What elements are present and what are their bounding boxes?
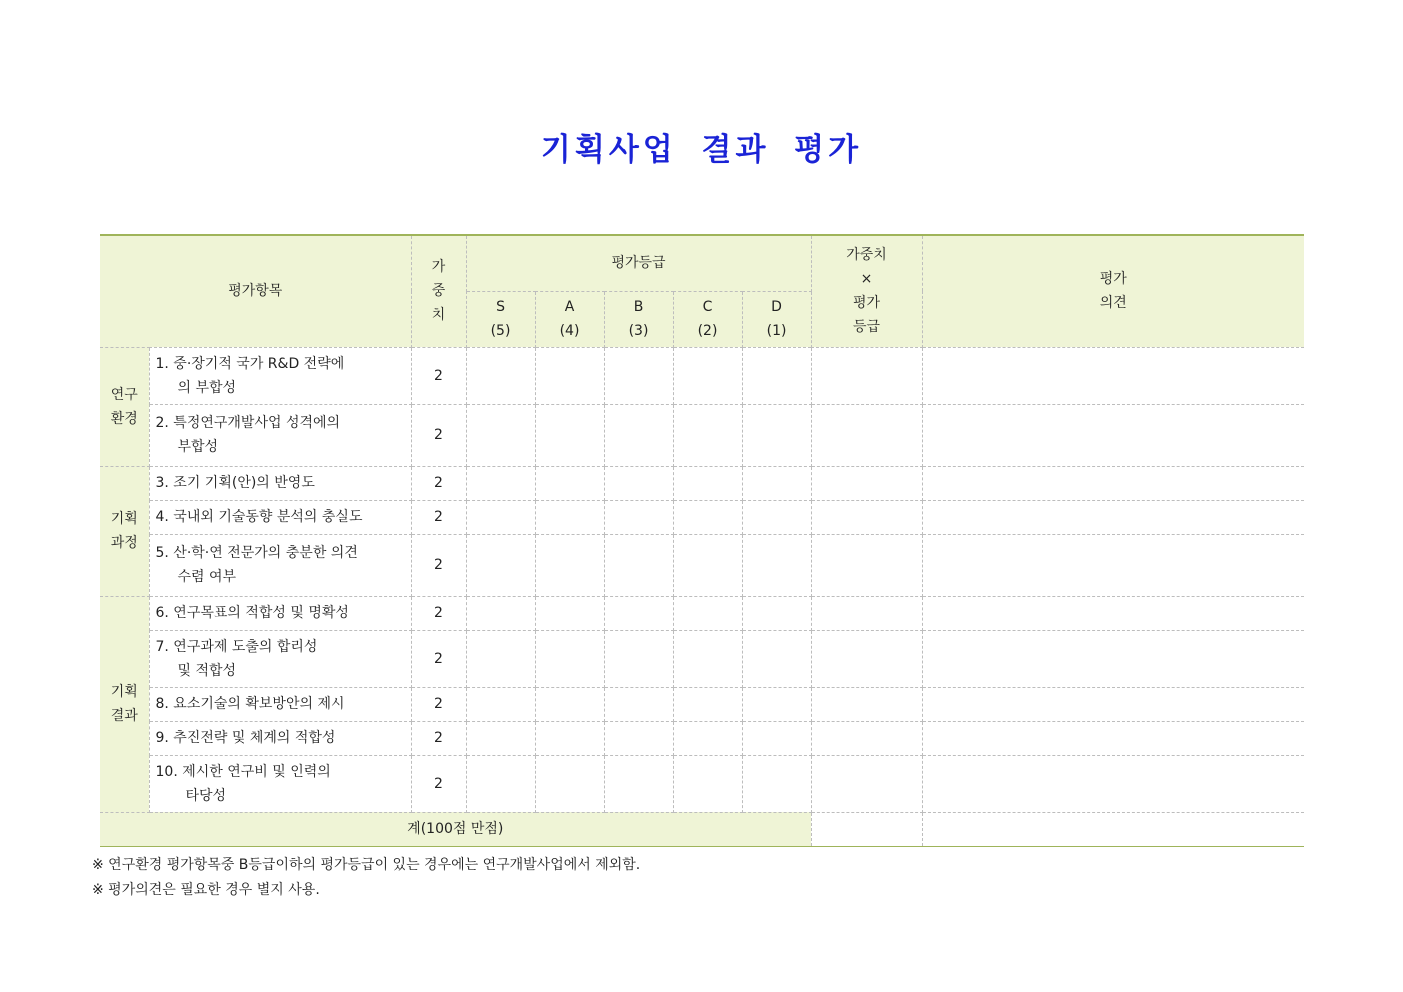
item-weight: 2: [411, 687, 466, 721]
item-text: 2. 특정연구개발사업 성격에의: [155, 415, 341, 431]
category-line: 과정: [110, 535, 138, 551]
grade-cell-c[interactable]: [673, 347, 742, 404]
total-opinion-cell[interactable]: [922, 812, 1304, 846]
opinion-cell[interactable]: [922, 500, 1304, 534]
grade-cell-c[interactable]: [673, 721, 742, 755]
category-planning-result: [100, 596, 149, 812]
weighted-grade-cell[interactable]: [811, 347, 922, 404]
grade-cell-d[interactable]: [742, 630, 811, 687]
header-opinion-line: 평가: [1099, 271, 1127, 288]
grade-letter: B: [633, 299, 644, 315]
grade-cell-a[interactable]: [535, 500, 604, 534]
grade-cell-d[interactable]: [742, 687, 811, 721]
grade-cell-a[interactable]: [535, 347, 604, 404]
grade-cell-b[interactable]: [604, 687, 673, 721]
category-line: 환경: [110, 410, 138, 427]
grade-cell-a[interactable]: [535, 721, 604, 755]
header-weighted-line: 가중치: [846, 247, 887, 264]
grade-cell-s[interactable]: [466, 404, 535, 466]
grade-cell-s[interactable]: [466, 755, 535, 812]
item-text: 4. 국내외 기술동향 분석의 충실도: [155, 509, 363, 525]
grade-cell-c[interactable]: [673, 466, 742, 500]
item-text-cont: 의 부합성: [177, 379, 237, 396]
grade-cell-s[interactable]: [466, 596, 535, 630]
header-evaluation-item: 평가항목: [100, 235, 411, 347]
grade-cell-d[interactable]: [742, 534, 811, 596]
item-text: 5. 산·학·연 전문가의 충분한 의견: [155, 545, 358, 561]
item-weight: 2: [411, 721, 466, 755]
grade-cell-a[interactable]: [535, 466, 604, 500]
grade-cell-s[interactable]: [466, 630, 535, 687]
item-weight: 2: [411, 466, 466, 500]
grade-cell-d[interactable]: [742, 721, 811, 755]
grade-cell-c[interactable]: [673, 596, 742, 630]
opinion-cell[interactable]: [922, 534, 1304, 596]
grade-letter: D: [771, 299, 782, 315]
item-text: 9. 추진전략 및 체계의 적합성: [155, 730, 336, 746]
grade-score: (4): [559, 323, 580, 339]
item-weight: 2: [411, 755, 466, 812]
grade-cell-s[interactable]: [466, 721, 535, 755]
grade-cell-s[interactable]: [466, 347, 535, 404]
grade-cell-a[interactable]: [535, 687, 604, 721]
item-10: [149, 755, 411, 812]
page-title: 기획사업 결과 평가: [540, 132, 863, 168]
item-weight: 2: [411, 500, 466, 534]
item-text: 8. 요소기술의 확보방안의 제시: [155, 696, 345, 712]
item-text: 7. 연구과제 도출의 합리성: [155, 638, 318, 655]
total-weighted-cell[interactable]: [811, 812, 922, 846]
item-weight: 2: [411, 347, 466, 404]
grade-cell-b[interactable]: [604, 721, 673, 755]
weighted-grade-cell[interactable]: [811, 596, 922, 630]
weighted-grade-cell[interactable]: [811, 534, 922, 596]
header-opinion-line: 의견: [1099, 295, 1127, 312]
grade-score: (5): [490, 323, 511, 339]
item-text-cont: 수렴 여부: [177, 569, 237, 585]
grade-cell-b[interactable]: [604, 466, 673, 500]
grade-cell-b[interactable]: [604, 347, 673, 404]
grade-cell-b[interactable]: [604, 500, 673, 534]
grade-cell-d[interactable]: [742, 347, 811, 404]
grade-cell-d[interactable]: [742, 466, 811, 500]
grade-cell-s[interactable]: [466, 534, 535, 596]
weighted-grade-cell[interactable]: [811, 500, 922, 534]
category-line: 기획: [110, 684, 138, 700]
weighted-grade-cell[interactable]: [811, 687, 922, 721]
grade-cell-d[interactable]: [742, 755, 811, 812]
item-text-cont: 타당성: [185, 787, 227, 804]
grade-d: [742, 291, 811, 347]
grade-cell-b[interactable]: [604, 630, 673, 687]
header-weight-line: 가: [431, 259, 446, 276]
opinion-cell[interactable]: [922, 404, 1304, 466]
evaluation-table: [100, 234, 1304, 847]
grade-cell-b[interactable]: [604, 404, 673, 466]
opinion-cell[interactable]: [922, 466, 1304, 500]
grade-cell-c[interactable]: [673, 755, 742, 812]
grade-score: (3): [628, 323, 649, 339]
opinion-cell[interactable]: [922, 347, 1304, 404]
grade-letter: C: [702, 299, 713, 315]
footnote: ※ 연구환경 평가항목중 B등급이하의 평가등급이 있는 경우에는 연구개발사업에서 제외함.: [92, 857, 641, 873]
item-7: [149, 630, 411, 687]
item-weight: 2: [411, 596, 466, 630]
item-weight: 2: [411, 404, 466, 466]
item-text-cont: 및 적합성: [177, 662, 237, 679]
header-weight-line: 중: [431, 283, 446, 300]
grade-cell-s[interactable]: [466, 500, 535, 534]
item-6: [149, 596, 411, 630]
opinion-cell[interactable]: [922, 755, 1304, 812]
weighted-grade-cell[interactable]: [811, 404, 922, 466]
grade-cell-c[interactable]: [673, 630, 742, 687]
grade-b: [604, 291, 673, 347]
item-4: [149, 500, 411, 534]
total-label: 계(100점 만점): [100, 812, 811, 846]
item-text: 6. 연구목표의 적합성 및 명확성: [155, 605, 349, 621]
grade-cell-c[interactable]: [673, 404, 742, 466]
item-8: [149, 687, 411, 721]
header-opinion: [922, 235, 1304, 347]
header-weighted-line: 평가: [853, 295, 881, 312]
weighted-grade-cell[interactable]: [811, 466, 922, 500]
category-planning-process: [100, 466, 149, 596]
item-text: 10. 제시한 연구비 및 인력의: [155, 763, 331, 780]
grade-letter: S: [496, 299, 505, 315]
grade-c: [673, 291, 742, 347]
grade-cell-a[interactable]: [535, 596, 604, 630]
item-2: [149, 404, 411, 466]
grade-score: (1): [766, 323, 787, 339]
item-text: 3. 조기 기획(안)의 반영도: [155, 475, 315, 491]
item-9: [149, 721, 411, 755]
item-1: [149, 347, 411, 404]
item-text: 1. 중·장기적 국가 R&D 전략에: [155, 355, 345, 372]
header-weight-line: 치: [431, 307, 446, 324]
opinion-cell[interactable]: [922, 687, 1304, 721]
header-weighted-grade: [811, 235, 922, 347]
opinion-cell[interactable]: [922, 630, 1304, 687]
grade-cell-a[interactable]: [535, 534, 604, 596]
grade-cell-a[interactable]: [535, 404, 604, 466]
grade-cell-d[interactable]: [742, 404, 811, 466]
weighted-grade-cell[interactable]: [811, 721, 922, 755]
item-text-cont: 부합성: [177, 439, 219, 455]
grade-cell-b[interactable]: [604, 755, 673, 812]
category-line: 결과: [110, 708, 138, 724]
item-weight: 2: [411, 630, 466, 687]
grade-cell-c[interactable]: [673, 687, 742, 721]
grade-letter: A: [564, 299, 575, 315]
category-line: 연구: [110, 386, 138, 403]
grade-cell-d[interactable]: [742, 500, 811, 534]
grade-cell-b[interactable]: [604, 534, 673, 596]
item-5: [149, 534, 411, 596]
grade-cell-a[interactable]: [535, 755, 604, 812]
grade-cell-d[interactable]: [742, 596, 811, 630]
grade-cell-c[interactable]: [673, 500, 742, 534]
grade-cell-s[interactable]: [466, 466, 535, 500]
footnote: ※ 평가의견은 필요한 경우 별지 사용.: [92, 882, 320, 898]
grade-score: (2): [697, 323, 718, 339]
grade-a: [535, 291, 604, 347]
footnotes: [92, 853, 640, 903]
grade-cell-a[interactable]: [535, 630, 604, 687]
header-weight: [411, 235, 466, 347]
grade-cell-c[interactable]: [673, 534, 742, 596]
opinion-cell[interactable]: [922, 721, 1304, 755]
header-grade: 평가등급: [466, 235, 811, 291]
category-line: 기획: [110, 511, 138, 527]
header-weighted-line: 등급: [853, 319, 881, 336]
opinion-cell[interactable]: [922, 596, 1304, 630]
grade-cell-s[interactable]: [466, 687, 535, 721]
grade-cell-b[interactable]: [604, 596, 673, 630]
header-weighted-line: ×: [860, 271, 873, 288]
category-research-environment: [100, 347, 149, 466]
weighted-grade-cell[interactable]: [811, 755, 922, 812]
grade-s: [466, 291, 535, 347]
weighted-grade-cell[interactable]: [811, 630, 922, 687]
item-weight: 2: [411, 534, 466, 596]
item-3: [149, 466, 411, 500]
